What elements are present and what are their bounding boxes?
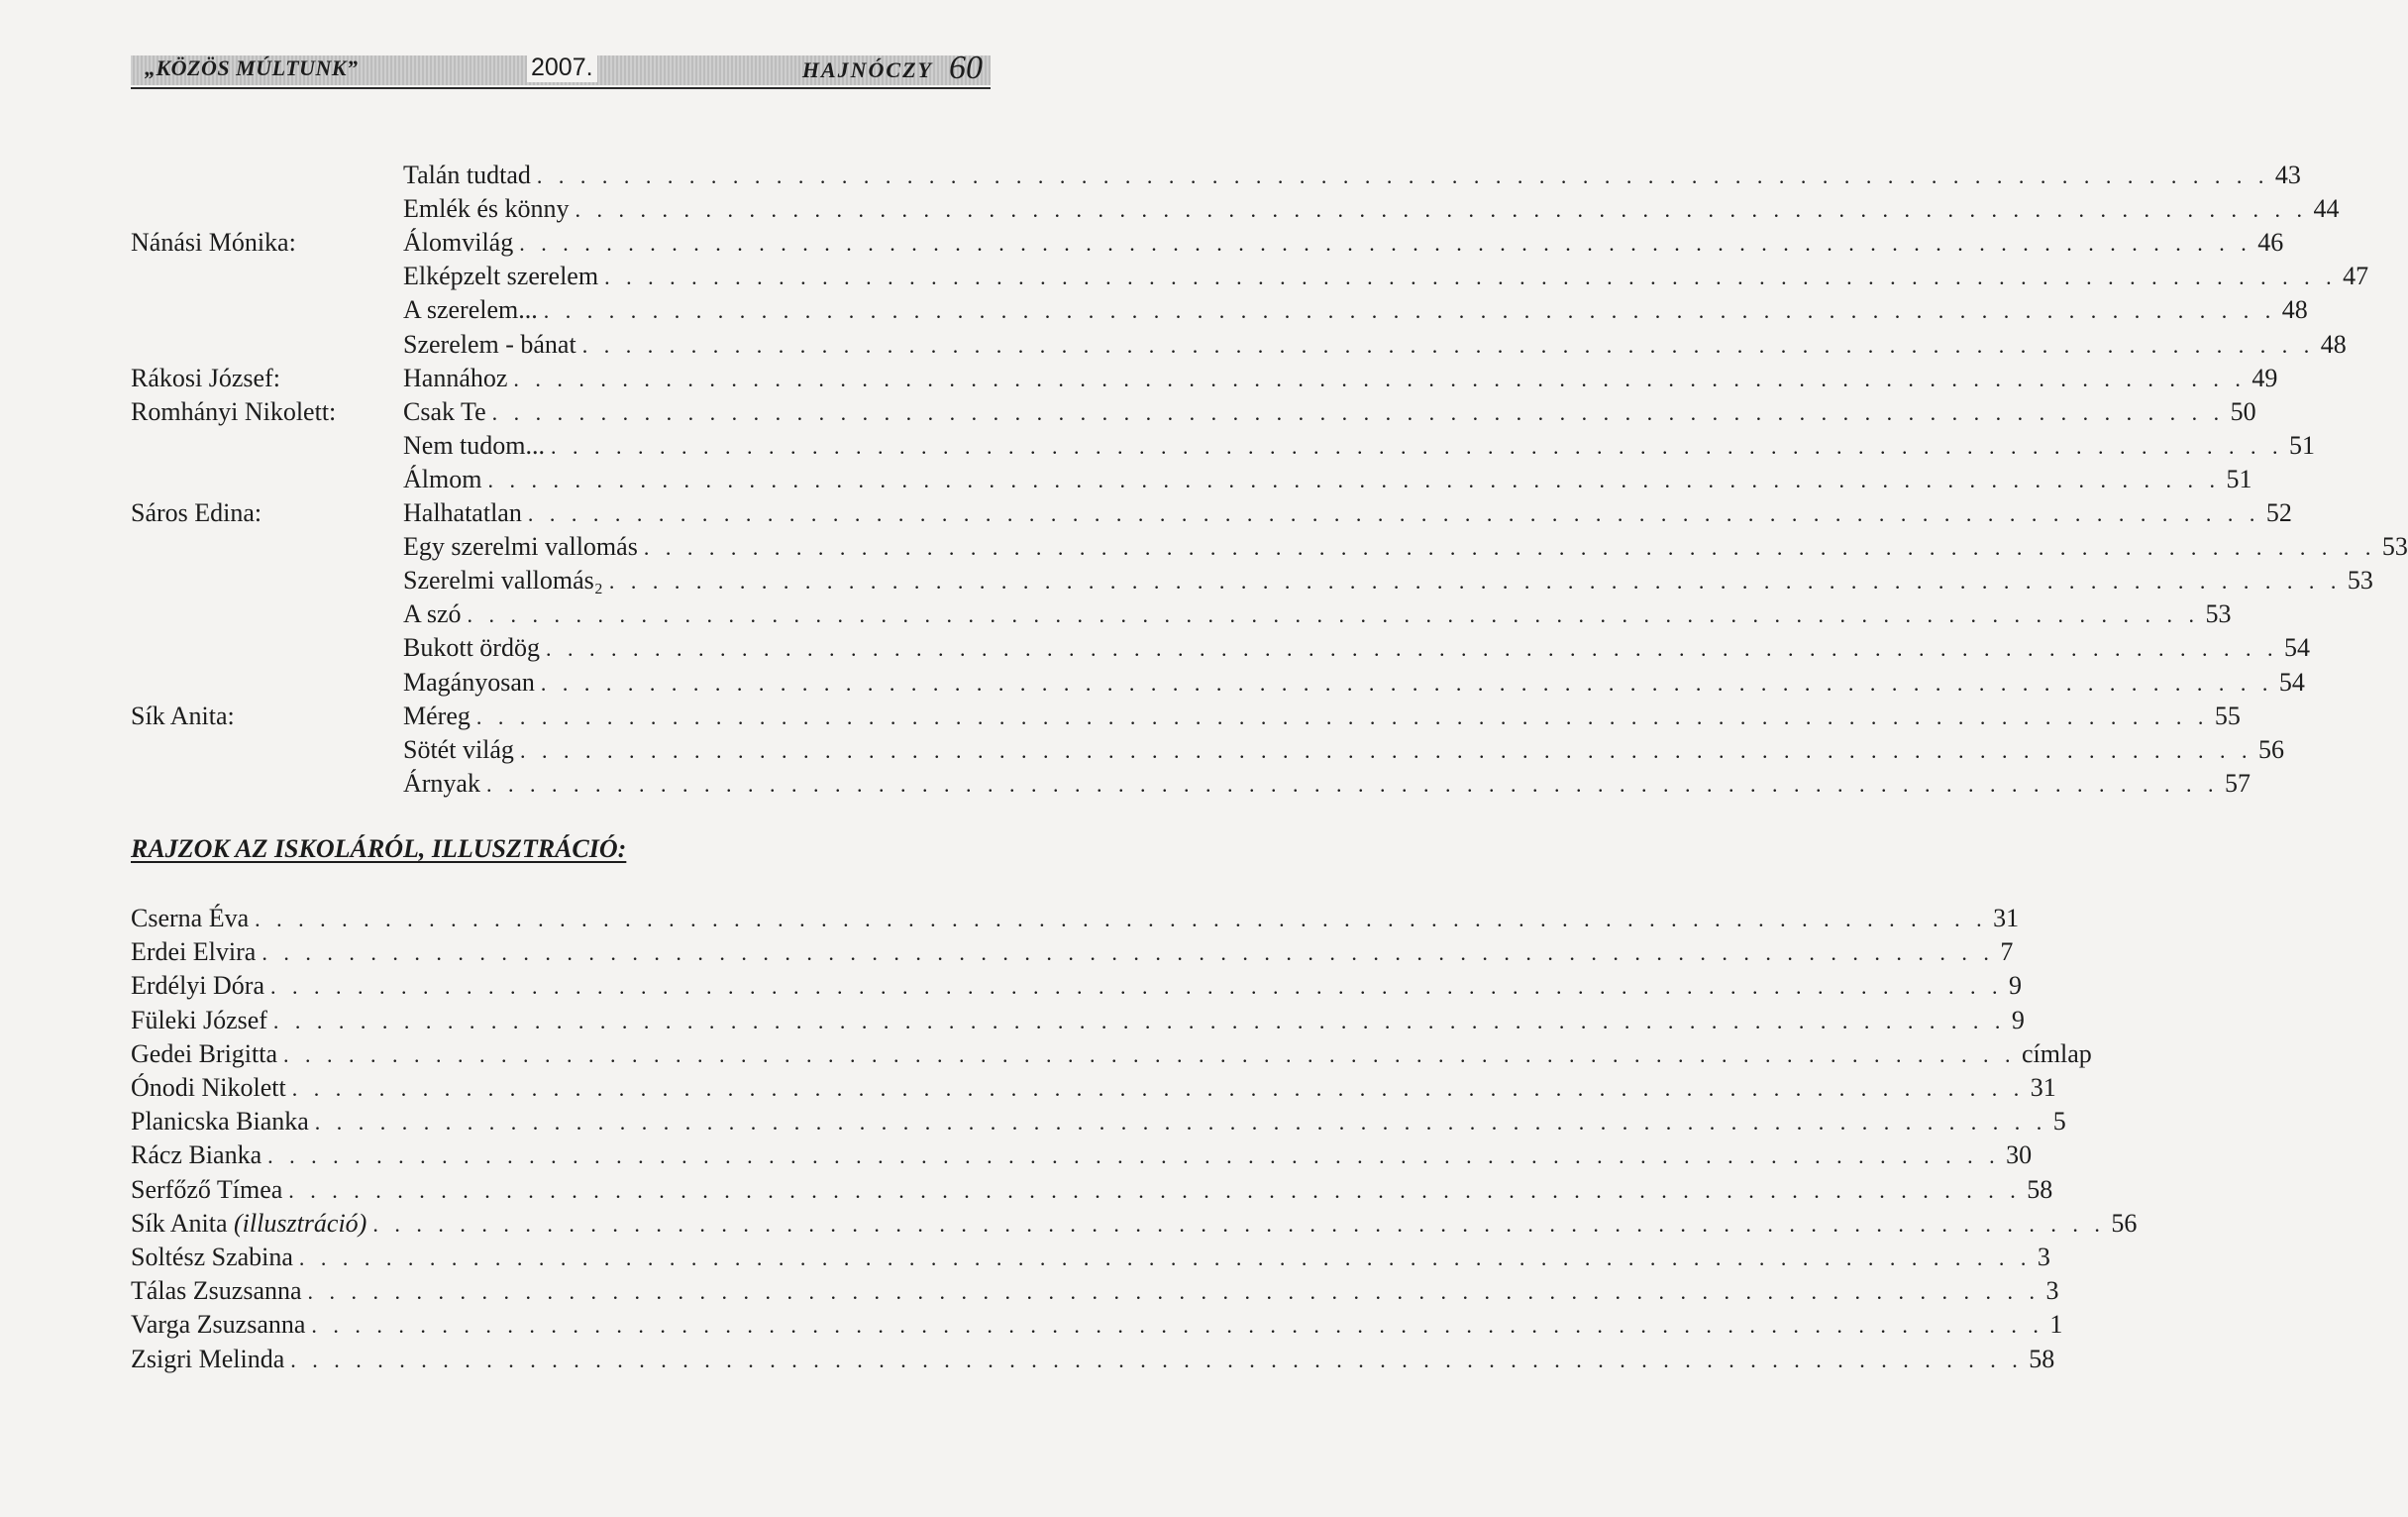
dot-leader: . . . . . . . . . . . . . . . . . . . . . . . . . . . . . . . . . . . . . . . . . . . . . . . . . . . . . . . . . . . . . . . . . . . . . . . . . . . . . . . . <box>581 332 2315 358</box>
entry-line <box>403 767 2251 801</box>
entry-title: Talán tudtad <box>403 161 531 189</box>
entry-title: A szerelem... <box>403 295 538 325</box>
entry-page: 47 <box>2343 262 2369 291</box>
entry-name <box>131 902 249 935</box>
entry-name <box>131 935 256 969</box>
entry-title: Halhatatlan <box>403 498 522 527</box>
entry-line <box>131 1037 2092 1071</box>
dot-leader: . . . . . . . . . . . . . . . . . . . . . . . . . . . . . . . . . . . . . . . . . . . . . . . . . . . . . . . . . . . . . . . . . . . . . . . . . . . . . . . . <box>291 1076 2025 1101</box>
entry-artist: Sík Anita <box>131 1208 228 1238</box>
entry-title: Emlék és könny <box>403 194 570 224</box>
entry-artist: Cserna Éva <box>131 904 250 932</box>
entry-artist: Tálas Zsuzsanna <box>131 1276 302 1306</box>
entry-page: 3 <box>2045 1276 2059 1306</box>
entry-page: 54 <box>2278 667 2305 697</box>
entry-artist: Planicska Bianka <box>131 1107 309 1137</box>
toc-entry <box>0 328 2347 362</box>
entry-page: 7 <box>2000 937 2014 967</box>
dot-leader: . . . . . . . . . . . . . . . . . . . . . . . . . . . . . . . . . . . . . . . . . . . . . . . . . . . . . . . . . . . . . . . . . . . . . . . . . . . . . . . . <box>551 433 2283 459</box>
entry-page: 48 <box>2281 295 2308 325</box>
entry-page: 9 <box>2009 971 2023 1001</box>
toc-entry <box>0 496 2292 530</box>
toc-entry <box>0 1037 2092 1071</box>
dot-leader: . . . . . . . . . . . . . . . . . . . . . . . . . . . . . . . . . . . . . . . . . . . . . . . . . . . . . . . . . . . . . . . . . . . . . . . . . . . . . . . . <box>519 737 2252 763</box>
toc-entry <box>0 631 2310 665</box>
entry-author: Sík Anita: <box>131 701 235 730</box>
toc-entry <box>0 1241 2050 1274</box>
toc-entry <box>0 192 2340 226</box>
entry-line <box>403 226 2284 260</box>
dot-leader: . . . . . . . . . . . . . . . . . . . . . . . . . . . . . . . . . . . . . . . . . . . . . . . . . . . . . . . . . . . . . . . . . . . . . . . . . . . . . . . . <box>372 1211 2106 1237</box>
header-journal-title: „KÖZÖS MÚLTUNK” <box>145 55 359 80</box>
entry-line <box>131 935 2014 969</box>
dot-leader: . . . . . . . . . . . . . . . . . . . . . . . . . . . . . . . . . . . . . . . . . . . . . . . . . . . . . . . . . . . . . . . . . . . . . . . . . . . . . . . . <box>545 636 2278 662</box>
entry-name <box>131 1274 302 1308</box>
toc-entry <box>0 733 2284 767</box>
toc-entry <box>0 1173 2053 1207</box>
toc-entry <box>0 362 2278 395</box>
entry-page: 3 <box>2037 1243 2050 1271</box>
entry-page: 55 <box>2214 701 2241 730</box>
header-year: 2007. <box>527 54 597 82</box>
entry-artist: Füleki József <box>131 1005 267 1034</box>
entry-name <box>131 1308 305 1342</box>
entry-line <box>403 666 2305 700</box>
entry-line <box>403 463 2252 496</box>
entry-line <box>131 1138 2033 1172</box>
entry-name <box>131 1037 277 1071</box>
entry-page: 57 <box>2224 768 2251 798</box>
toc-entry <box>0 1138 2033 1172</box>
entry-line <box>403 328 2347 362</box>
entry-title: Elképzelt szerelem <box>403 262 599 291</box>
entry-line <box>131 1207 2138 1241</box>
dot-leader: . . . . . . . . . . . . . . . . . . . . . . . . . . . . . . . . . . . . . . . . . . . . . . . . . . . . . . . . . . . . . . . . . . . . . . . . . . . . . . . . <box>543 298 2276 324</box>
entry-page: 48 <box>2320 329 2347 359</box>
dot-leader: . . . . . . . . . . . . . . . . . . . . . . . . . . . . . . . . . . . . . . . . . . . . . . . . . . . . . . . . . . . . . . . . . . . . . . . . . . . . . . . . <box>467 602 2200 628</box>
entry-page: 43 <box>2274 161 2301 189</box>
entry-line <box>131 902 2020 935</box>
entry-page: 56 <box>2257 734 2284 764</box>
toc-entry <box>0 260 2369 293</box>
entry-page: 53 <box>2381 532 2408 562</box>
entry-artist: Erdélyi Dóra <box>131 971 265 1001</box>
dot-leader: . . . . . . . . . . . . . . . . . . . . . . . . . . . . . . . . . . . . . . . . . . . . . . . . . . . . . . . . . . . . . . . . . . . . . . . . . . . . . . . . <box>487 467 2221 492</box>
entry-title: Sötét világ <box>403 734 514 764</box>
entry-line <box>131 1004 2025 1037</box>
dot-leader: . . . . . . . . . . . . . . . . . . . . . . . . . . . . . . . . . . . . . . . . . . . . . . . . . . . . . . . . . . . . . . . . . . . . . . . . . . . . . . . . <box>643 535 2376 561</box>
page-header <box>131 52 991 89</box>
entry-page: 53 <box>2347 566 2373 596</box>
entry-title: Csak Te <box>403 396 486 426</box>
entry-line <box>403 700 2241 733</box>
toc-entry <box>0 1207 2138 1241</box>
entry-name <box>131 1241 293 1274</box>
entry-page: 51 <box>2289 430 2315 460</box>
entry-line <box>403 733 2284 767</box>
entry-line <box>403 564 2373 597</box>
entry-title: Szerelem - bánat <box>403 329 576 359</box>
dot-leader: . . . . . . . . . . . . . . . . . . . . . . . . . . . . . . . . . . . . . . . . . . . . . . . . . . . . . . . . . . . . . . . . . . . . . . . . . . . . . . . . <box>288 1177 2022 1203</box>
toc-entry <box>0 969 2023 1003</box>
entry-page: 30 <box>2006 1140 2033 1170</box>
entry-title: A szó <box>403 599 462 629</box>
toc-entry <box>0 700 2241 733</box>
dot-leader: . . . . . . . . . . . . . . . . . . . . . . . . . . . . . . . . . . . . . . . . . . . . . . . . . . . . . . . . . . . . . . . . . . . . . . . . . . . . . . . . <box>267 1143 2001 1169</box>
dot-leader: . . . . . . . . . . . . . . . . . . . . . . . . . . . . . . . . . . . . . . . . . . . . . . . . . . . . . . . . . . . . . . . . . . . . . . . . . . . . . . . . <box>290 1347 2024 1372</box>
header-school-name: HAJNÓCZY <box>801 57 933 82</box>
toc-entry <box>0 597 2232 631</box>
entry-page: 49 <box>2251 363 2278 392</box>
entry-line <box>403 395 2256 429</box>
entry-author: Nánási Mónika: <box>131 228 296 258</box>
entry-name <box>131 969 264 1003</box>
entry-page: 5 <box>2052 1107 2066 1137</box>
entry-name <box>131 1173 282 1207</box>
entry-page: 31 <box>2030 1073 2056 1102</box>
dot-leader: . . . . . . . . . . . . . . . . . . . . . . . . . . . . . . . . . . . . . . . . . . . . . . . . . . . . . . . . . . . . . . . . . . . . . . . . . . . . . . . . <box>536 163 2269 188</box>
dot-leader: . . . . . . . . . . . . . . . . . . . . . . . . . . . . . . . . . . . . . . . . . . . . . . . . . . . . . . . . . . . . . . . . . . . . . . . . . . . . . . . . <box>519 231 2252 257</box>
dot-leader: . . . . . . . . . . . . . . . . . . . . . . . . . . . . . . . . . . . . . . . . . . . . . . . . . . . . . . . . . . . . . . . . . . . . . . . . . . . . . . . . <box>272 1008 2006 1033</box>
entry-page: 1 <box>2049 1310 2063 1340</box>
toc-entry <box>0 1004 2025 1037</box>
toc-entry <box>0 666 2305 700</box>
entry-artist: Serfőző Tímea <box>131 1174 283 1204</box>
entry-title: Álomvilág <box>403 228 514 258</box>
entry-page: 56 <box>2111 1208 2138 1238</box>
toc-entry <box>0 226 2284 260</box>
entry-page: 58 <box>2027 1174 2053 1204</box>
entry-title: Árnyak <box>403 768 480 798</box>
dot-leader: . . . . . . . . . . . . . . . . . . . . . . . . . . . . . . . . . . . . . . . . . . . . . . . . . . . . . . . . . . . . . . . . . . . . . . . . . . . . . . . . <box>262 940 1995 966</box>
entry-name <box>131 1071 286 1105</box>
entry-author: Sáros Edina: <box>131 498 262 527</box>
toc-entry <box>0 767 2251 801</box>
entry-line <box>403 530 2408 564</box>
entry-title: Egy szerelmi vallomás <box>403 532 638 562</box>
dot-leader: . . . . . . . . . . . . . . . . . . . . . . . . . . . . . . . . . . . . . . . . . . . . . . . . . . . . . . . . . . . . . . . . . . . . . . . . . . . . . . . . <box>513 366 2247 391</box>
entry-title: Szerelmi vallomás₂ <box>403 566 603 596</box>
entry-page: 46 <box>2257 228 2284 258</box>
entry-note: (illusztráció) <box>234 1208 367 1238</box>
toc-entry <box>0 293 2308 327</box>
dot-leader: . . . . . . . . . . . . . . . . . . . . . . . . . . . . . . . . . . . . . . . . . . . . . . . . . . . . . . . . . . . . . . . . . . . . . . . . . . . . . . . . <box>298 1246 2032 1270</box>
entry-page: 31 <box>1993 904 2020 932</box>
toc-entry <box>0 463 2252 496</box>
entry-name <box>131 1105 309 1138</box>
dot-leader: . . . . . . . . . . . . . . . . . . . . . . . . . . . . . . . . . . . . . . . . . . . . . . . . . . . . . . . . . . . . . . . . . . . . . . . . . . . . . . . . <box>527 501 2260 526</box>
toc-entry <box>0 1071 2056 1105</box>
entry-line <box>403 260 2369 293</box>
entry-title: Álmom <box>403 464 482 493</box>
entry-page: 50 <box>2230 396 2256 426</box>
entry-line <box>131 1343 2055 1376</box>
dot-leader: . . . . . . . . . . . . . . . . . . . . . . . . . . . . . . . . . . . . . . . . . . . . . . . . . . . . . . . . . . . . . . . . . . . . . . . . . . . . . . . . <box>314 1110 2047 1136</box>
toc-entry <box>0 530 2408 564</box>
dot-leader: . . . . . . . . . . . . . . . . . . . . . . . . . . . . . . . . . . . . . . . . . . . . . . . . . . . . . . . . . . . . . . . . . . . . . . . . . . . . . . . . <box>475 704 2209 729</box>
toc-entry <box>0 159 2301 192</box>
entry-title: Méreg <box>403 701 471 730</box>
dot-leader: . . . . . . . . . . . . . . . . . . . . . . . . . . . . . . . . . . . . . . . . . . . . . . . . . . . . . . . . . . . . . . . . . . . . . . . . . . . . . . . . <box>540 670 2273 696</box>
dot-leader: . . . . . . . . . . . . . . . . . . . . . . . . . . . . . . . . . . . . . . . . . . . . . . . . . . . . . . . . . . . . . . . . . . . . . . . . . . . . . . . . <box>283 1041 2017 1067</box>
entry-line <box>131 969 2023 1003</box>
entry-line <box>403 496 2292 530</box>
entry-name <box>131 1343 284 1376</box>
entry-line <box>131 1241 2050 1274</box>
dot-leader: . . . . . . . . . . . . . . . . . . . . . . . . . . . . . . . . . . . . . . . . . . . . . . . . . . . . . . . . . . . . . . . . . . . . . . . . . . . . . . . . <box>485 771 2219 797</box>
entry-line <box>403 192 2340 226</box>
toc-entry <box>0 429 2315 463</box>
toc-entry <box>0 1308 2063 1342</box>
dot-leader: . . . . . . . . . . . . . . . . . . . . . . . . . . . . . . . . . . . . . . . . . . . . . . . . . . . . . . . . . . . . . . . . . . . . . . . . . . . . . . . . <box>608 569 2342 595</box>
entry-line <box>403 631 2310 665</box>
entry-artist: Erdei Elvira <box>131 937 257 967</box>
entry-author: Romhányi Nikolett: <box>131 396 337 426</box>
section-title: RAJZOK AZ ISKOLÁRÓL, ILLUSZTRÁCIÓ: <box>131 834 627 863</box>
toc-entry <box>0 1343 2055 1376</box>
dot-leader: . . . . . . . . . . . . . . . . . . . . . . . . . . . . . . . . . . . . . . . . . . . . . . . . . . . . . . . . . . . . . . . . . . . . . . . . . . . . . . . . <box>270 974 2004 1000</box>
entry-page: 9 <box>2011 1005 2025 1034</box>
entry-line <box>131 1274 2059 1308</box>
dot-leader: . . . . . . . . . . . . . . . . . . . . . . . . . . . . . . . . . . . . . . . . . . . . . . . . . . . . . . . . . . . . . . . . . . . . . . . . . . . . . . . . <box>255 907 1988 931</box>
page-number: 60 <box>949 50 983 86</box>
entry-line <box>403 159 2301 192</box>
entry-artist: Zsigri Melinda <box>131 1344 285 1373</box>
toc-entry <box>0 935 2014 969</box>
toc-entry <box>0 564 2373 597</box>
dot-leader: . . . . . . . . . . . . . . . . . . . . . . . . . . . . . . . . . . . . . . . . . . . . . . . . . . . . . . . . . . . . . . . . . . . . . . . . . . . . . . . . <box>307 1279 2041 1305</box>
entry-artist: Soltész Szabina <box>131 1243 293 1271</box>
dot-leader: . . . . . . . . . . . . . . . . . . . . . . . . . . . . . . . . . . . . . . . . . . . . . . . . . . . . . . . . . . . . . . . . . . . . . . . . . . . . . . . . <box>604 265 2338 290</box>
entry-line <box>131 1173 2053 1207</box>
entry-title: Hannához <box>403 363 508 392</box>
entry-title: Magányosan <box>403 667 535 697</box>
entry-page: 53 <box>2205 599 2232 629</box>
entry-name <box>131 1004 267 1037</box>
entry-page: 51 <box>2226 464 2252 493</box>
toc-entry <box>0 1274 2059 1308</box>
toc-entry <box>0 395 2256 429</box>
dot-leader: . . . . . . . . . . . . . . . . . . . . . . . . . . . . . . . . . . . . . . . . . . . . . . . . . . . . . . . . . . . . . . . . . . . . . . . . . . . . . . . . <box>575 197 2308 223</box>
entry-artist: Gedei Brigitta <box>131 1038 278 1068</box>
entry-title: Nem tudom... <box>403 430 545 460</box>
entry-page: 54 <box>2283 633 2310 663</box>
toc-entry <box>0 902 2020 935</box>
entry-line <box>403 597 2232 631</box>
entry-page: címlap <box>2022 1038 2092 1068</box>
entry-line <box>131 1308 2063 1342</box>
entry-line <box>403 429 2315 463</box>
entry-artist: Ónodi Nikolett <box>131 1073 286 1102</box>
entry-author: Rákosi József: <box>131 363 280 392</box>
dot-leader: . . . . . . . . . . . . . . . . . . . . . . . . . . . . . . . . . . . . . . . . . . . . . . . . . . . . . . . . . . . . . . . . . . . . . . . . . . . . . . . . <box>311 1313 2044 1339</box>
entry-line <box>131 1105 2066 1138</box>
entry-page: 58 <box>2029 1344 2055 1373</box>
entry-page: 44 <box>2313 194 2340 224</box>
entry-title: Bukott ördög <box>403 633 540 663</box>
entry-artist: Varga Zsuzsanna <box>131 1310 306 1340</box>
entry-line <box>131 1071 2056 1105</box>
entry-line <box>403 362 2278 395</box>
entry-name <box>131 1207 366 1241</box>
toc-entry <box>0 1105 2066 1138</box>
entry-name <box>131 1138 262 1172</box>
entry-page: 52 <box>2265 498 2292 527</box>
dot-leader: . . . . . . . . . . . . . . . . . . . . . . . . . . . . . . . . . . . . . . . . . . . . . . . . . . . . . . . . . . . . . . . . . . . . . . . . . . . . . . . . <box>491 399 2225 425</box>
entry-line <box>403 293 2308 327</box>
entry-artist: Rácz Bianka <box>131 1140 262 1170</box>
